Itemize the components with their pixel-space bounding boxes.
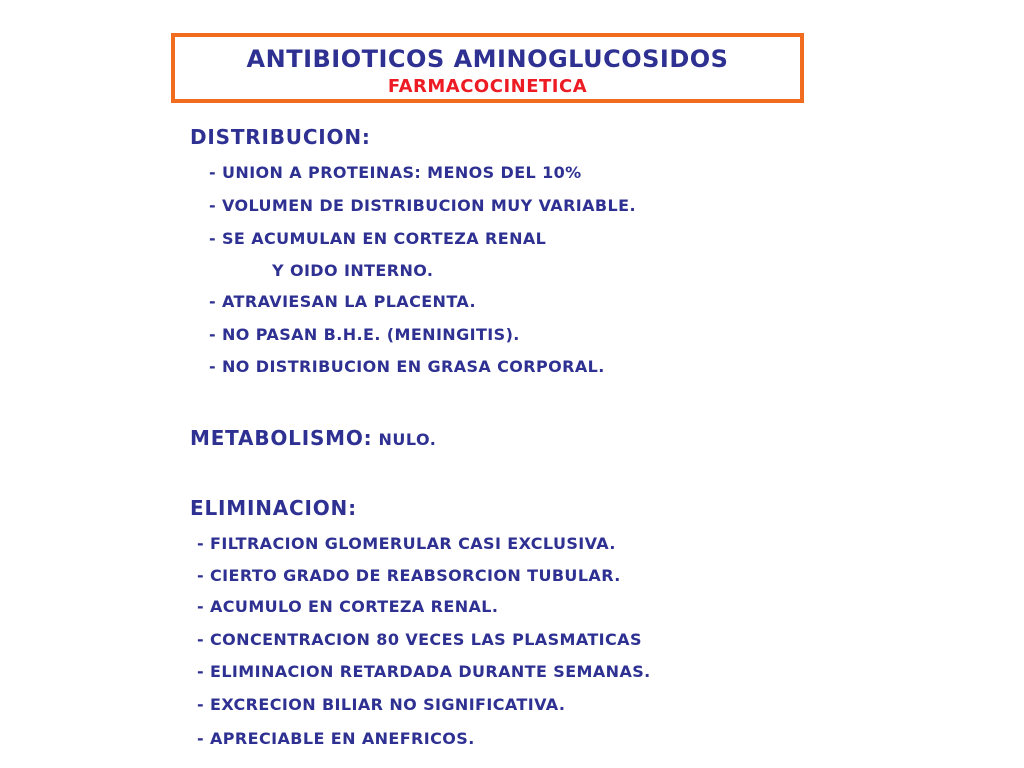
section-heading-eliminacion: ELIMINACION: [190,496,357,520]
list-item: - APRECIABLE EN ANEFRICOS. [197,729,475,748]
list-item: - ATRAVIESAN LA PLACENTA. [209,292,476,311]
metabolismo-value: NULO. [378,430,437,449]
section-heading-distribucion: DISTRIBUCION: [190,125,371,149]
title-box [171,33,804,103]
list-item: - VOLUMEN DE DISTRIBUCION MUY VARIABLE. [209,196,636,215]
list-item: - ELIMINACION RETARDADA DURANTE SEMANAS. [197,662,651,681]
section-heading-metabolismo [190,426,436,452]
list-item: - SE ACUMULAN EN CORTEZA RENAL [209,229,547,248]
list-item: - FILTRACION GLOMERULAR CASI EXCLUSIVA. [197,534,616,553]
list-item: - ACUMULO EN CORTEZA RENAL. [197,597,499,616]
list-item-continuation: Y OIDO INTERNO. [272,261,434,280]
list-item: - CONCENTRACION 80 VECES LAS PLASMATICAS [197,630,642,649]
list-item: - NO DISTRIBUCION EN GRASA CORPORAL. [209,357,605,376]
metabolismo-label: METABOLISMO: [190,426,373,450]
list-item: - UNION A PROTEINAS: MENOS DEL 10% [209,163,582,182]
list-item: - NO PASAN B.H.E. (MENINGITIS). [209,325,520,344]
slide-title: ANTIBIOTICOS AMINOGLUCOSIDOS [246,45,729,73]
slide-subtitle: FARMACOCINETICA [387,76,588,97]
list-item: - EXCRECION BILIAR NO SIGNIFICATIVA. [197,695,566,714]
list-item: - CIERTO GRADO DE REABSORCION TUBULAR. [197,566,621,585]
